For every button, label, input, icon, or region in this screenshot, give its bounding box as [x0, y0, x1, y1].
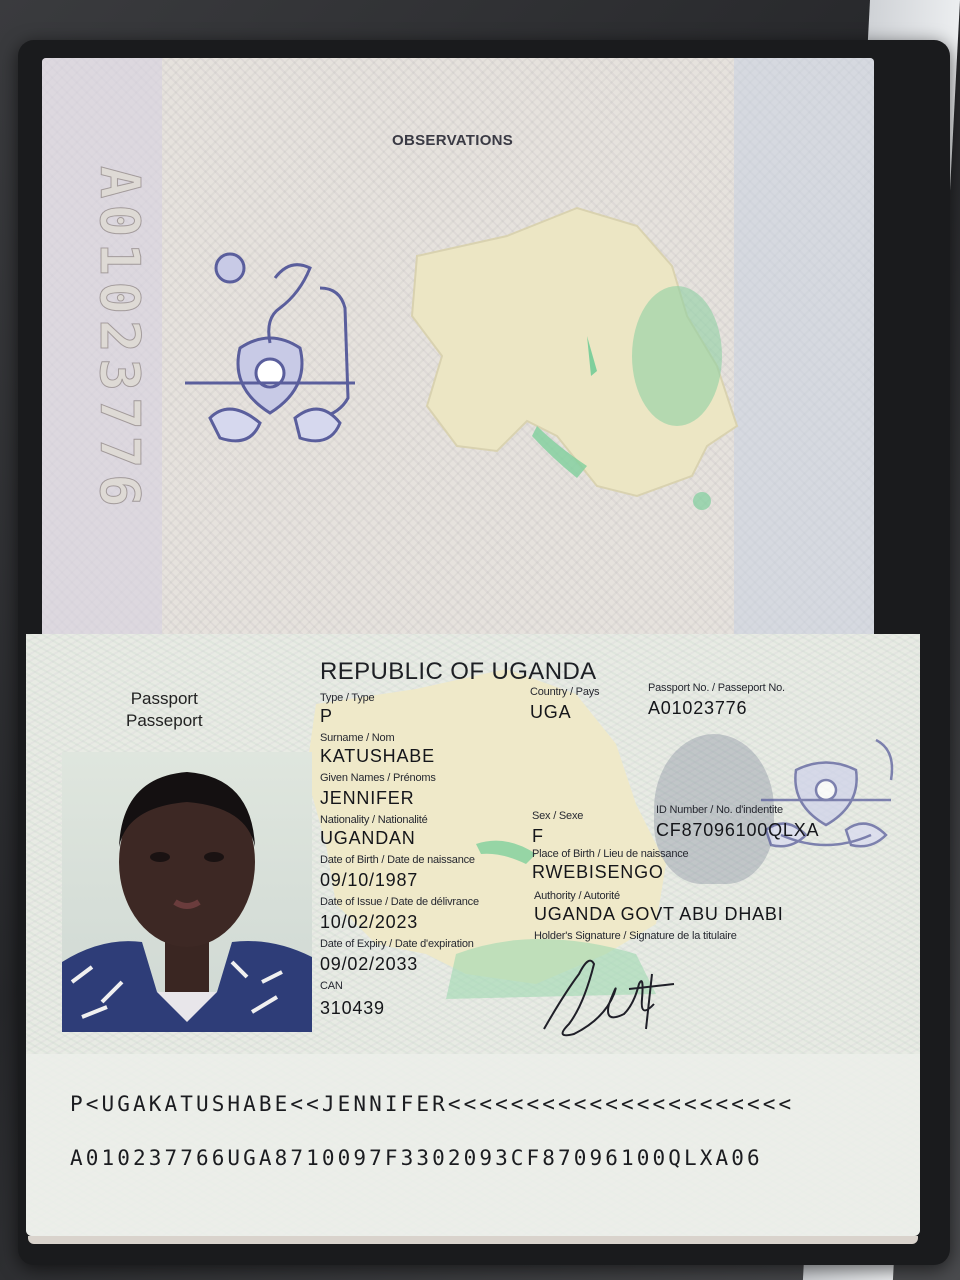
id-number-value: CF87096100QLXA — [656, 820, 820, 840]
holder-signature-label: Holder's Signature / Signature de la titulaire — [534, 930, 737, 942]
holder-portrait-icon — [62, 752, 312, 1032]
date-of-birth-label: Date of Birth / Date de naissance — [320, 854, 475, 866]
holder-photo — [62, 752, 312, 1032]
given-names-value: JENNIFER — [320, 788, 415, 808]
passport-no-label: Passport No. / Passeport No. — [648, 682, 785, 694]
machine-readable-zone — [26, 1054, 920, 1236]
country-title: REPUBLIC OF UGANDA — [320, 658, 597, 685]
coat-of-arms-icon — [170, 248, 370, 458]
nationality-label: Nationality / Nationalité — [320, 814, 428, 826]
date-of-birth-value: 09/10/1987 — [320, 870, 419, 890]
date-of-issue-value: 10/02/2023 — [320, 912, 419, 932]
authority-value: UGANDA GOVT ABU DHABI — [534, 904, 784, 924]
can-value: 310439 — [320, 998, 385, 1018]
observations-heading: OBSERVATIONS — [392, 132, 514, 149]
date-of-issue-label: Date of Issue / Date de délivrance — [320, 896, 479, 908]
document-label — [126, 688, 203, 732]
country-value: UGA — [530, 702, 572, 722]
document-label-fr: Passeport — [126, 711, 203, 730]
can-label: CAN — [320, 980, 343, 992]
country-label: Country / Pays — [530, 686, 600, 698]
mrz-line-1: P<UGAKATUSHABE<<JENNIFER<<<<<<<<<<<<<<<<<<<<<< — [70, 1092, 795, 1116]
data-page — [26, 634, 920, 1236]
page-edge — [28, 1236, 918, 1244]
given-names-label: Given Names / Prénoms — [320, 772, 436, 784]
observations-page — [42, 58, 874, 643]
holder-signature-image — [534, 934, 684, 1044]
sex-label: Sex / Sexe — [532, 810, 584, 822]
type-value: P — [320, 706, 333, 726]
type-label: Type / Type — [320, 692, 375, 704]
security-band-right — [734, 58, 874, 643]
uganda-map-watermark — [387, 196, 747, 526]
perforated-passport-number: A01023776 — [88, 166, 151, 513]
date-of-expiry-label: Date of Expiry / Date d'expiration — [320, 938, 474, 950]
surname-label: Surname / Nom — [320, 732, 395, 744]
place-of-birth-value: RWEBISENGO — [532, 862, 664, 882]
passport-no-value: A01023776 — [648, 698, 748, 718]
sex-value: F — [532, 826, 544, 846]
id-number-label: ID Number / No. d'indentite — [656, 804, 783, 816]
place-of-birth-label: Place of Birth / Lieu de naissance — [532, 848, 689, 860]
date-of-expiry-value: 09/02/2033 — [320, 954, 419, 974]
document-label-en: Passport — [130, 689, 198, 708]
surname-value: KATUSHABE — [320, 746, 435, 766]
mrz-line-2: A010237766UGA8710097F3302093CF87096100QLXA06 — [70, 1146, 763, 1170]
authority-label: Authority / Autorité — [534, 890, 620, 902]
nationality-value: UGANDAN — [320, 828, 416, 848]
